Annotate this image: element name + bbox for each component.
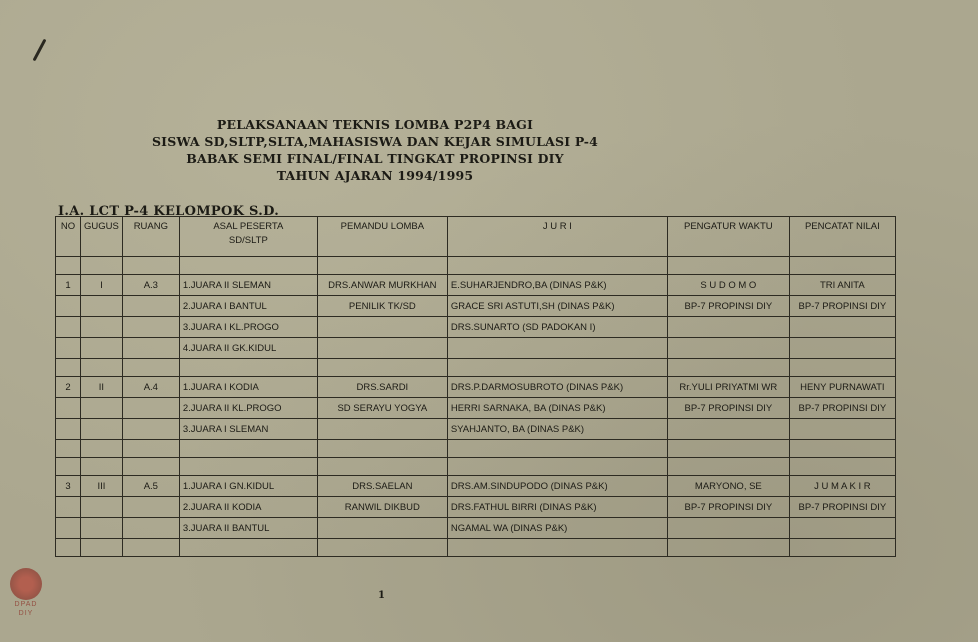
cell-pencatat: BP-7 PROPINSI DIY <box>789 398 895 419</box>
title-line-3: BABAK SEMI FINAL/FINAL TINGKAT PROPINSI DIY <box>186 151 564 166</box>
cell-gugus: III <box>81 476 123 497</box>
cell-pencatat: HENY PURNAWATI <box>789 377 895 398</box>
cell-juri: SYAHJANTO, BA (DINAS P&K) <box>447 419 667 440</box>
col-header-ruang: RUANG <box>122 217 179 257</box>
cell-pemandu <box>317 419 447 440</box>
col-header-pemandu: PEMANDU LOMBA <box>317 217 447 257</box>
col-header-pencatat: PENCATAT NILAI <box>789 217 895 257</box>
cell-ruang: A.5 <box>122 476 179 497</box>
cell-pengatur: S U D O M O <box>667 275 789 296</box>
cell-no: 2 <box>56 377 81 398</box>
cell-pemandu <box>317 338 447 359</box>
cell-pemandu: PENILIK TK/SD <box>317 296 447 317</box>
table-row <box>56 275 896 296</box>
table-row <box>56 338 896 359</box>
cell-pengatur: BP-7 PROPINSI DIY <box>667 296 789 317</box>
cell-juri: NGAMAL WA (DINAS P&K) <box>447 518 667 539</box>
cell-pencatat <box>789 518 895 539</box>
cell-juri: HERRI SARNAKA, BA (DINAS P&K) <box>447 398 667 419</box>
cell-asal: 3.JUARA I SLEMAN <box>179 419 317 440</box>
cell-pemandu: DRS.ANWAR MURKHAN <box>317 275 447 296</box>
cell-pemandu: DRS.SARDI <box>317 377 447 398</box>
cell-asal: 1.JUARA I GN.KIDUL <box>179 476 317 497</box>
cell-ruang: A.4 <box>122 377 179 398</box>
page-number: 1 <box>378 590 385 601</box>
col-header-gugus: GUGUS <box>81 217 123 257</box>
col-header-pengatur: PENGATUR WAKTU <box>667 217 789 257</box>
cell-ruang: A.3 <box>122 275 179 296</box>
cell-asal: 3.JUARA II BANTUL <box>179 518 317 539</box>
col-header-no: NO <box>56 217 81 257</box>
cell-asal: 3.JUARA I KL.PROGO <box>179 317 317 338</box>
table-row <box>56 419 896 440</box>
cell-pengatur: BP-7 PROPINSI DIY <box>667 398 789 419</box>
title-line-1: PELAKSANAAN TEKNIS LOMBA P2P4 BAGI <box>216 117 534 132</box>
cell-pencatat <box>789 317 895 338</box>
cell-asal: 2.JUARA II KODIA <box>179 497 317 518</box>
seal-icon <box>10 568 42 600</box>
col-header-juri: J U R I <box>447 217 667 257</box>
cell-gugus: II <box>81 377 123 398</box>
title-line-2: SISWA SD,SLTP,SLTA,MAHASISWA DAN KEJAR SIMULASI P-4 <box>151 134 599 149</box>
spacer-row <box>56 257 896 275</box>
table-row <box>56 476 896 497</box>
cell-juri: DRS.P.DARMOSUBROTO (DINAS P&K) <box>447 377 667 398</box>
cell-juri: GRACE SRI ASTUTI,SH (DINAS P&K) <box>447 296 667 317</box>
cell-pengatur: Rr.YULI PRIYATMI WR <box>667 377 789 398</box>
cell-asal: 4.JUARA II GK.KIDUL <box>179 338 317 359</box>
stamp-label: DPAD DIY <box>14 601 38 617</box>
table-row <box>56 377 896 398</box>
cell-pemandu <box>317 317 447 338</box>
cell-pencatat: TRI ANITA <box>789 275 895 296</box>
cell-pencatat: BP-7 PROPINSI DIY <box>789 296 895 317</box>
document-title <box>140 116 610 184</box>
cell-pencatat: J U M A K I R <box>789 476 895 497</box>
schedule-table <box>55 216 896 557</box>
cell-juri: E.SUHARJENDRO,BA (DINAS P&K) <box>447 275 667 296</box>
cell-pemandu <box>317 518 447 539</box>
cell-pengatur: BP-7 PROPINSI DIY <box>667 497 789 518</box>
cell-juri: DRS.AM.SINDUPODO (DINAS P&K) <box>447 476 667 497</box>
cell-juri <box>447 338 667 359</box>
col-header-asal-peserta <box>179 217 317 257</box>
table-row <box>56 296 896 317</box>
cell-asal: 2.JUARA I BANTUL <box>179 296 317 317</box>
spacer-row <box>56 440 896 458</box>
cell-asal: 1.JUARA II SLEMAN <box>179 275 317 296</box>
cell-no: 1 <box>56 275 81 296</box>
cell-pencatat <box>789 338 895 359</box>
cell-pemandu: SD SERAYU YOGYA <box>317 398 447 419</box>
cell-juri: DRS.SUNARTO (SD PADOKAN I) <box>447 317 667 338</box>
header-row <box>56 217 896 257</box>
cell-pengatur <box>667 419 789 440</box>
archive-stamp <box>6 568 46 632</box>
cell-pemandu: RANWIL DIKBUD <box>317 497 447 518</box>
cell-gugus: I <box>81 275 123 296</box>
cell-pengatur: MARYONO, SE <box>667 476 789 497</box>
cell-pemandu: DRS.SAELAN <box>317 476 447 497</box>
cell-pengatur <box>667 518 789 539</box>
spacer-row <box>56 458 896 476</box>
cell-pencatat <box>789 419 895 440</box>
cell-pengatur <box>667 317 789 338</box>
table-row <box>56 317 896 338</box>
cell-asal: 2.JUARA II KL.PROGO <box>179 398 317 419</box>
col-header-asal-line-2: SD/SLTP <box>228 235 268 246</box>
cell-pengatur <box>667 338 789 359</box>
table-row <box>56 398 896 419</box>
spacer-row <box>56 359 896 377</box>
cell-pencatat: BP-7 PROPINSI DIY <box>789 497 895 518</box>
table-row <box>56 518 896 539</box>
col-header-asal-line-1: ASAL PESERTA <box>213 221 284 232</box>
cell-juri: DRS.FATHUL BIRRI (DINAS P&K) <box>447 497 667 518</box>
cell-no: 3 <box>56 476 81 497</box>
cell-asal: 1.JUARA I KODIA <box>179 377 317 398</box>
title-line-4: TAHUN AJARAN 1994/1995 <box>276 168 474 183</box>
table-row <box>56 497 896 518</box>
spacer-row <box>56 539 896 557</box>
section-heading: I.A. LCT P-4 KELOMPOK S.D. <box>58 204 280 219</box>
